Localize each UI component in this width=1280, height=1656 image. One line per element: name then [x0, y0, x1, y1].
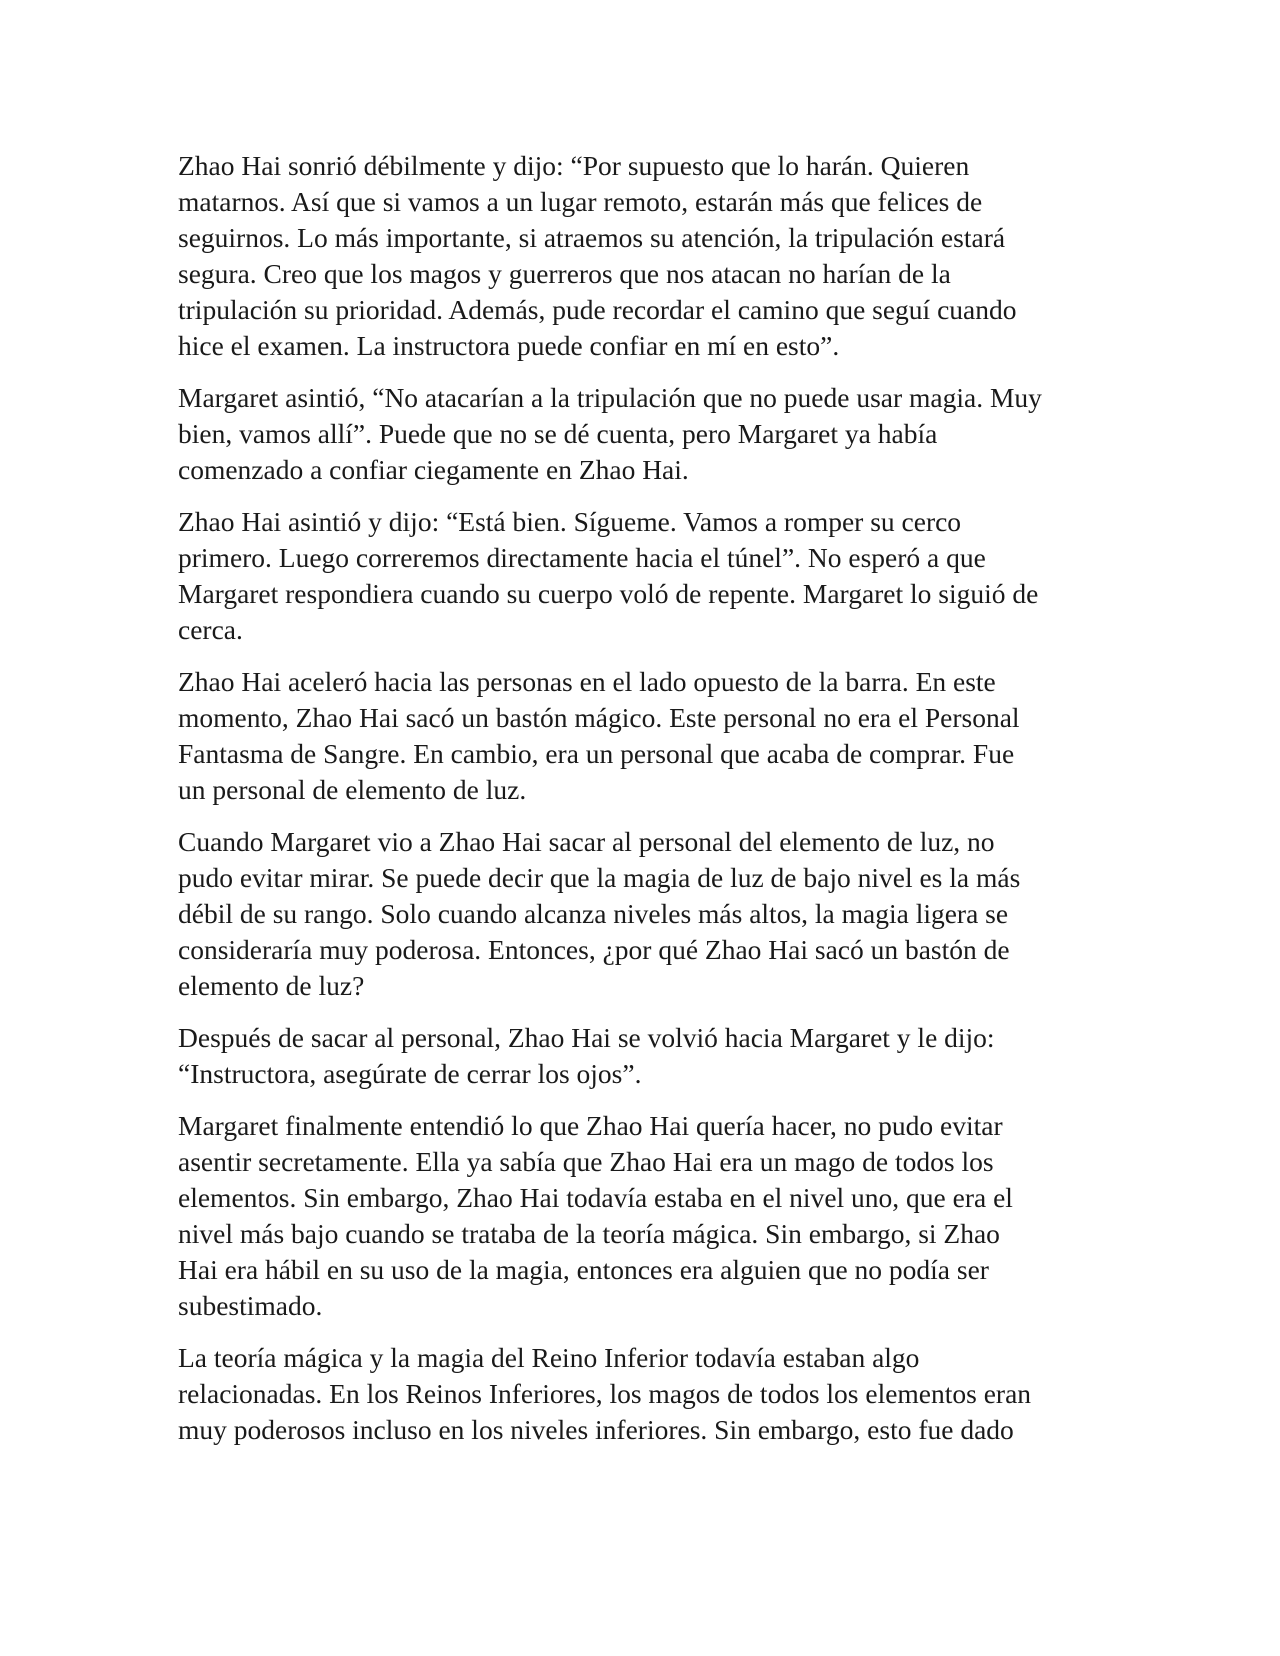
paragraph-7: Margaret finalmente entendió lo que Zhao Hai quería hacer, no pudo evitar asentir secretamente. Ella ya sabía que Zhao Hai era un mago de todos los elementos. Sin embargo, Zhao Hai todavía estaba en el nivel uno, que era el nivel más bajo cuando se trataba de la teoría mágica. Sin embargo, si Zhao Hai era hábil en su uso de la magia, entonces era alguien que no podía ser subestimado. — [178, 1110, 1013, 1321]
document-body — [178, 148, 1108, 1464]
paragraph-3: Zhao Hai asintió y dijo: “Está bien. Sígueme. Vamos a romper su cerco primero. Luego correremos directamente hacia el túnel”. No esperó a que Margaret respondiera cuando su cuerpo voló de repente. Margaret lo siguió de cerca. — [178, 506, 1039, 645]
paragraph-8: La teoría mágica y la magia del Reino Inferior todavía estaban algo relacionadas. En los Reinos Inferiores, los magos de todos los elementos eran muy poderosos incluso en los niveles inferiores. Sin embargo, esto fue dado — [178, 1342, 1032, 1445]
paragraph-2: Margaret asintió, “No atacarían a la tripulación que no puede usar magia. Muy bien, vamos allí”. Puede que no se dé cuenta, pero Margaret ya había comenzado a confiar ciegamente en Zhao Hai. — [178, 382, 1042, 485]
paragraph-1: Zhao Hai sonrió débilmente y dijo: “Por supuesto que lo harán. Quieren matarnos. Así que si vamos a un lugar remoto, estarán más que felices de seguirnos. Lo más importante, si atraemos su atención, la tripulación estará segura. Creo que los magos y guerreros que nos atacan no harían de la tripulación su prioridad. Además, pude recordar el camino que seguí cuando hice el examen. La instructora puede confiar en mí en esto”. — [178, 150, 1017, 361]
paragraph-6: Después de sacar al personal, Zhao Hai se volvió hacia Margaret y le dijo: “Instructora, asegúrate de cerrar los ojos”. — [178, 1022, 995, 1089]
paragraph-5: Cuando Margaret vio a Zhao Hai sacar al personal del elemento de luz, no pudo evitar mirar. Se puede decir que la magia de luz de bajo nivel es la más débil de su rango. Solo cuando alcanza niveles más altos, la magia ligera se consideraría muy poderosa. Entonces, ¿por qué Zhao Hai sacó un bastón de elemento de luz? — [178, 826, 1021, 1001]
paragraph-4: Zhao Hai aceleró hacia las personas en el lado opuesto de la barra. En este momento, Zhao Hai sacó un bastón mágico. Este personal no era el Personal Fantasma de Sangre. En cambio, era un personal que acaba de comprar. Fue un personal de elemento de luz. — [178, 666, 1020, 805]
